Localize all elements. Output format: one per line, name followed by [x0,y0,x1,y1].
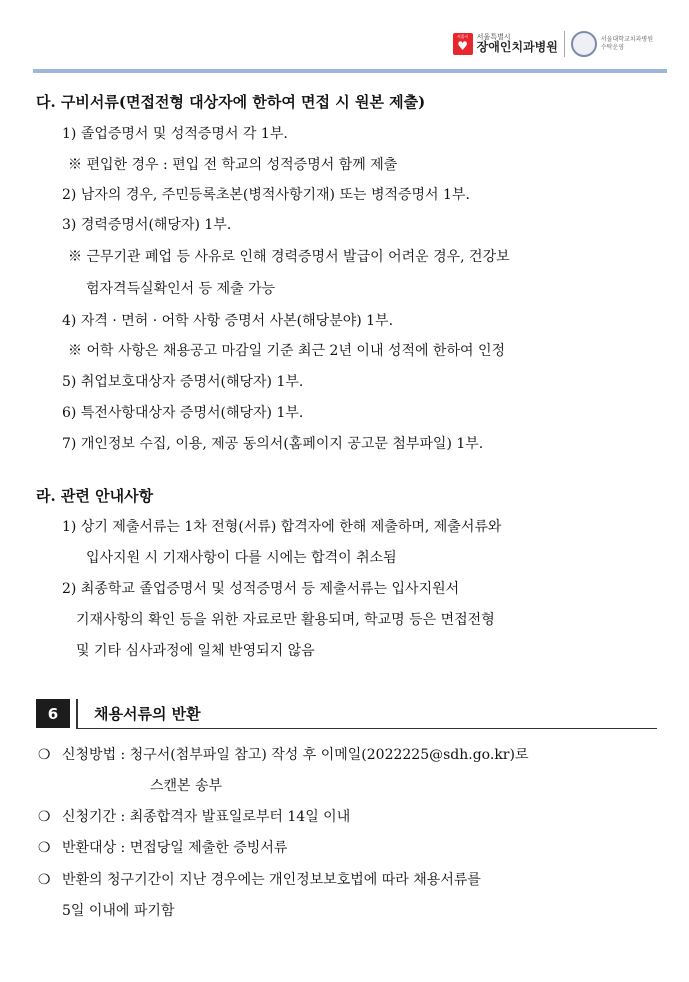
list-item: 4) 자격 · 면허 · 어학 사항 증명서 사본(해당분야) 1부. [62,313,394,329]
list-item: 2) 최종학교 졸업증명서 및 성적증명서 등 제출서류는 입사지원서 [62,581,460,597]
header-rule [33,69,667,73]
list-item: 신청기간 : 최종합격자 발표일로부터 14일 이내 [62,809,351,825]
note-item: ※ 어학 사항은 채용공고 마감일 기준 최근 2년 이내 성적에 한하여 인정 [68,343,506,359]
circle-bullet-icon: ❍ [38,747,51,763]
snu-logo [571,31,653,57]
snu-seal-icon [571,31,597,57]
hospital-small-label: 서울특별시 [476,32,511,41]
list-item-continued: 입사지원 시 기재사항이 다를 시에는 합격이 취소됨 [86,550,397,566]
snu-line1: 서울대학교치과병원 [600,36,653,44]
section-6-title: 채용서류의 반환 [94,705,201,723]
section-number-badge: 6 [36,699,70,728]
list-item-continued: 기재사항의 확인 등을 위한 자료로만 활용되며, 학교명 등은 면접전형 [76,612,495,628]
snu-line2: 수탁운영 [600,44,625,51]
list-item-continued: 5일 이내에 파기함 [62,903,175,919]
header-logos [453,26,653,62]
circle-bullet-icon: ❍ [38,872,51,888]
note-item: ※ 편입한 경우 : 편입 전 학교의 성적증명서 함께 제출 [68,157,398,173]
circle-bullet-icon: ❍ [38,840,51,856]
hospital-logo [453,33,558,55]
section-da-title: 다. 구비서류(면접전형 대상자에 한하여 면접 시 원본 제출) [36,93,426,111]
heart-logo-icon: 서울시 ♥ [453,33,473,55]
list-item-continued: 스캔본 송부 [150,778,223,794]
list-item: 6) 특전사항대상자 증명서(해당자) 1부. [62,405,304,421]
circle-bullet-icon: ❍ [38,809,51,825]
list-item: 1) 졸업증명서 및 성적증명서 각 1부. [62,126,288,142]
list-item-continued: 및 기타 심사과정에 일체 반영되지 않음 [76,643,315,659]
list-item: 반환의 청구기간이 지난 경우에는 개인정보보호법에 따라 채용서류를 [62,872,481,888]
list-item: 5) 취업보호대상자 증명서(해당자) 1부. [62,374,304,390]
logo-divider [564,31,565,57]
list-item: 2) 남자의 경우, 주민등록초본(병적사항기재) 또는 병적증명서 1부. [62,187,470,203]
list-item: 7) 개인정보 수집, 이용, 제공 동의서(홈페이지 공고문 첨부파일) 1부. [62,436,484,452]
list-item: 3) 경력증명서(해당자) 1부. [62,217,232,233]
list-item: 신청방법 : 청구서(첨부파일 참고) 작성 후 이메일(2022225@sdh.go.kr)로 [62,747,529,763]
section-title-frame [76,699,657,729]
list-item: 반환대상 : 면접당일 제출한 증빙서류 [62,840,288,856]
note-item: ※ 근무기관 폐업 등 사유로 인해 경력증명서 발급이 어려운 경우, 건강보 [68,249,510,265]
hospital-name: 장애인치과병원 [476,40,558,55]
list-item: 1) 상기 제출서류는 1차 전형(서류) 합격자에 한해 제출하며, 제출서류와 [62,519,502,535]
section-ra-title: 라. 관련 안내사항 [36,487,154,505]
note-item-continued: 험자격득실확인서 등 제출 가능 [86,281,276,297]
